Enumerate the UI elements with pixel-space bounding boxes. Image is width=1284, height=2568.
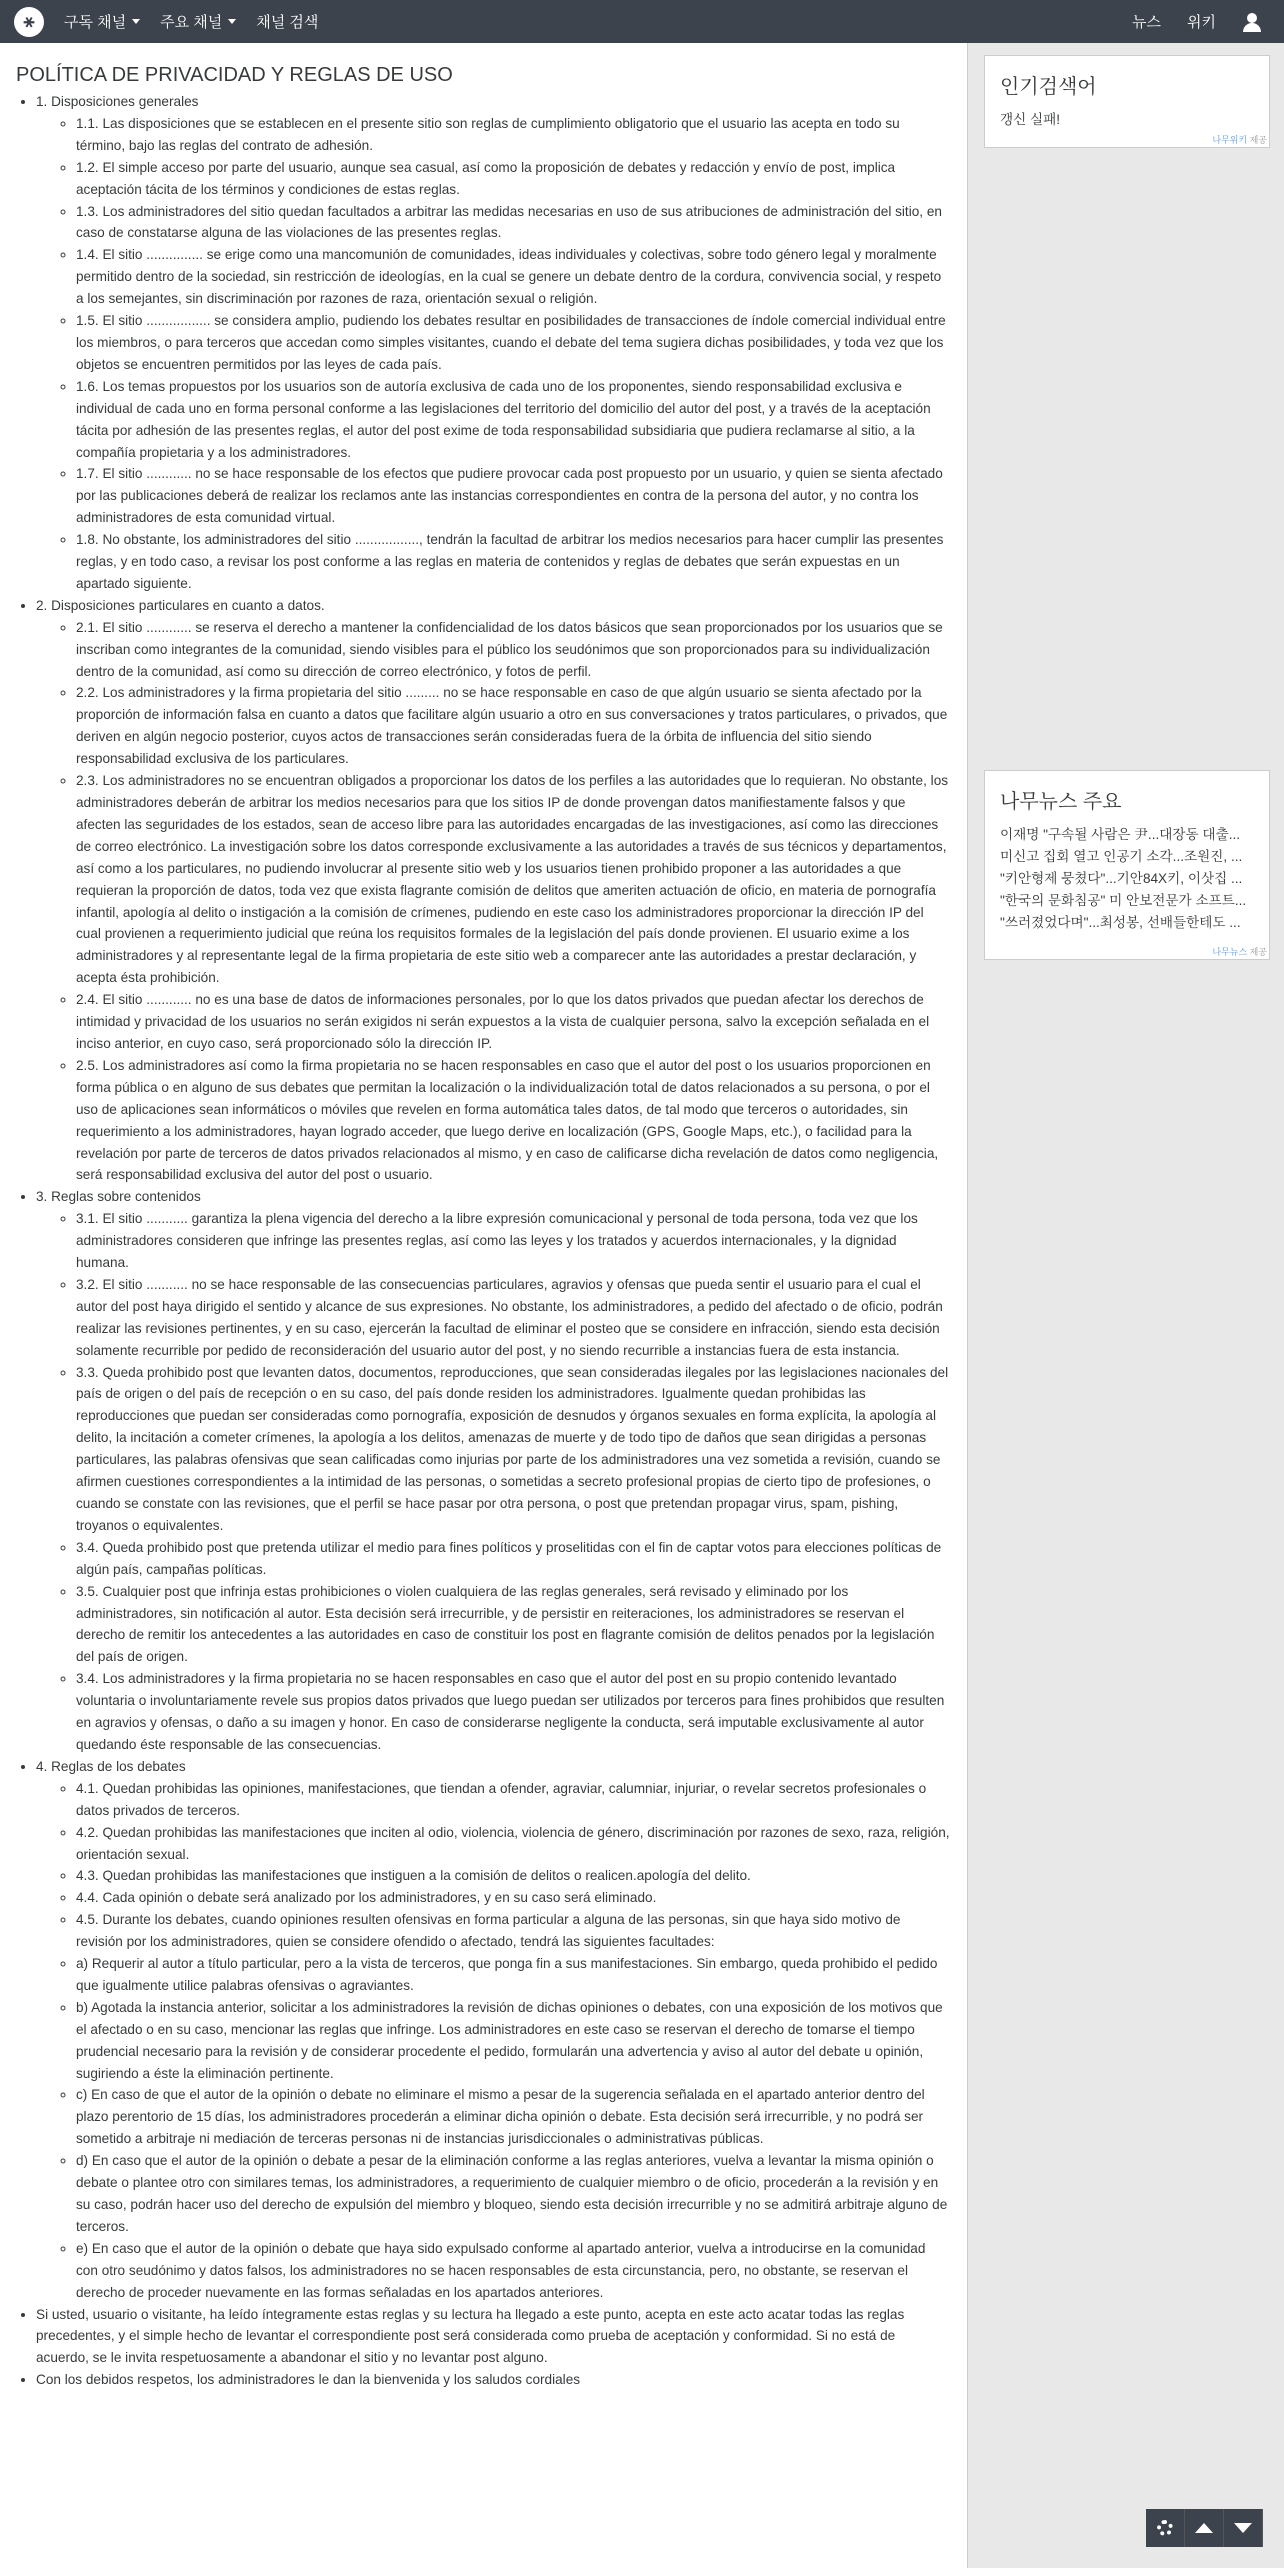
news-item[interactable]: 미신고 집회 열고 인공기 소각...조원진, ... (1000, 849, 1243, 864)
rule-item: ◦ 1.4. El sitio ............... se erige como una mancomunión de comunidades, ideas individuales y colectivas, sobre todo género legal y moralmente permitido dentro de la sociedad, sin restricción de ideologías, en la cual se genere un debate dentro de la cordura, convivencia social, y respeto a los semejantes, sin discriminación por razones de raza, orientación sexual o religión. (76, 244, 951, 310)
section-heading: 3. Reglas sobre contenidos (36, 1189, 201, 1205)
rule-item: ◦ 3.3. Queda prohibido post que levanten datos, documentos, reproducciones, que sean consideradas ilegales por las legislaciones nacionales del país de origen o del país de recepción o en su caso, del país donde residen los administradores. Igualmente quedan prohibidas las reproducciones que puedan ser consideradas como pornografía, exposición de desnudos y órganos sexuales en forma explícita, la apología al delito, la incitación a cometer crímenes, la apología a los delitos, amenazas de muerte y de todo tipo de daños que sean dirigidas a personas particulares, las palabras ofensivas que sean calificadas como injurias por parte de los administradores una vez sometida a revisión, cuando se afirmen cuestiones correspondientes a la intimidad de las personas, o sometidas a secreto profesional propias de cierto tipo de profesiones, o cuando se constate con las revisiones, que el perfil se hace pasar por otra persona, o post que pretendan propagar virus, spam, pishing, troyanos o equivalentes. (76, 1362, 951, 1537)
rule-item: ◦ 2.2. Los administradores y la firma propietaria del sitio ......... no se hace responsable en caso de que algún usuario se sienta afectado por la proporción de información falsa en cuanto a datos que facilitare algún usuario a otro en sus conversaciones y tratos particulares, o privados, que deriven en algún negocio posterior, cuyos actos de transacciones serán consideradas fuera de la órbita de influencia del sitio siendo responsabilidad exclusiva de los particulares. (76, 682, 951, 770)
rule-item: ◦ 3.4. Los administradores y la firma propietaria no se hacen responsables en caso que el autor del post en su propio contenido levantado voluntaria o involuntariamente revele sus propios datos privados que luego puedan ser utilizados por terceros para fines prohibidos que resulten en agravios y ofensas, o daño a su imagen y honor. En caso de considerarse negligente la conducta, será imputable exclusivamente al autor quedando éste responsable de las consecuencias. (76, 1668, 951, 1756)
news-provider (1212, 945, 1267, 958)
section-heading: 1. Disposiciones generales (36, 94, 199, 109)
rule-item: ◦ 1.8. No obstante, los administradores del sitio ................., tendrán la facultad de arbitrar los medios necesarios para hacer cumplir las presentes reglas, y en todo caso, a revisar los post conforme a las reglas en materia de contenidos y reglas de debates que serán expuestas en un apartado siguiente. (76, 529, 951, 595)
main-content (0, 43, 968, 2568)
section-sublist (36, 1778, 951, 2304)
section-sublist (36, 113, 951, 595)
rule-item: ◦ b) Agotada la instancia anterior, solicitar a los administradores la revisión de dichas opiniones o debates, con una exposición de los motivos que el afectado o en su caso, mencionar las reglas que infringe. Los administradores en este caso se reservan el derecho de tomarse el tiempo prudencial necesario para la revisión y de considerar procedente el pedido, formularán una advertencia y aviso al autor del debate u opinión, sugiriendo a éste la eliminación pertinente. (76, 1997, 951, 2085)
rule-item: ◦ d) En caso que el autor de la opinión o debate a pesar de la eliminación conforme a las reglas anteriores, vuelva a levantar la misma opinión o debate o plantee otro con similares temas, los administradores, a requerimiento de cualquier miembro o de oficio, procederán a la revisión y en su caso, podrán hacer uso del derecho de expulsión del miembro y bloqueo, siendo esta decisión irrecurrible y no se admitirá arbitraje alguno de terceros. (76, 2150, 951, 2238)
rule-item: ◦ 2.4. El sitio ............ no es una base de datos de informaciones personales, por lo que los datos privados que puedan afectar los derechos de intimidad y privacidad de los usuarios no serán exigidos ni serán expuestos a la vista de cualquier persona, salvo la excepción señalada en el inciso anterior, en cuyo caso, será proporcionado sólo la dirección IP. (76, 989, 951, 1055)
rule-item: ◦ 4.4. Cada opinión o debate será analizado por los administradores, y en su caso será eliminado. (76, 1887, 951, 1909)
rules-list (16, 91, 951, 2391)
scroll-up-button[interactable] (1185, 2509, 1224, 2547)
news-title: 나무뉴스 주요 (1000, 791, 1122, 813)
section-item (36, 1186, 951, 1756)
section-sublist (36, 1208, 951, 1756)
section-item (36, 595, 951, 1186)
news-box (984, 770, 1270, 960)
popular-search-provider (1212, 133, 1267, 146)
news-item[interactable]: 이재명 "구속될 사람은 尹...대장동 대출... (1000, 827, 1241, 842)
scroll-down-button[interactable] (1224, 2509, 1263, 2547)
rule-item: ◦ 1.3. Los administradores del sitio quedan facultados a arbitrar las medidas necesarias en uso de sus atribuciones de administración del sitio, en caso de constatarse alguna de las violaciones de las presentes reglas. (76, 201, 951, 245)
page-title: POLÍTICA DE PRIVACIDAD Y REGLAS DE USO (16, 64, 453, 86)
news-item[interactable]: "키안형제 뭉쳤다"...기안84X키, 이삿집 ... (1000, 871, 1243, 886)
rule-item: ◦ 2.3. Los administradores no se encuentran obligados a proporcionar los datos de los perfiles a las autoridades que lo requieran. No obstante, los administradores deberán de arbitrar los medios necesarios para que los sitios IP de donde provengan datos manifiestamente falsos y que afecten las seguridades de los estados, sean de acceso libre para las autoridades encargadas de las investigaciones, así como las direcciones de correo electrónico. La investigación sobre los datos corresponde exclusivamente a las autoridades a través de sus técnicos y departamentos, así como a los particulares, no pudiendo involucrar al presente sitio web y los usuarios tienen prohibido proponer a las autoridades a que requieran la proporción de datos, toda vez que exista flagrante comisión de delitos que ameriten actuación de oficio, en materia de pornografía infantil, apología al delito o instigación a la comisión de crímenes, pudiendo en este caso los administradores proporcionar la dirección IP del cual provienen a requerimiento judicial que reúna los requisitos formales de la legislación del país donde provienen. El usuario exime a los administradores y al representante legal de la firma propietaria de este sitio web a comparecer ante las autoridades a prestar declaración, y acepta ésta prohibición. (76, 770, 951, 989)
nav-main-channels-label: 주요 채널 (160, 14, 223, 31)
gear-icon (1157, 2520, 1173, 2536)
section-heading: 4. Reglas de los debates (36, 1758, 186, 1774)
rule-item: ◦ 4.5. Durante los debates, cuando opiniones resulten ofensivas en forma particular a alguna de las personas, sin que haya sido motivo de revisión por los administradores, quien se considere ofendido o afectado, tendrá las siguientes facultades: (76, 1909, 951, 1953)
nav-news[interactable]: 뉴스 (1132, 14, 1162, 31)
rule-item: ◦ 3.2. El sitio ........... no se hace responsable de las consecuencias particulares, agravios y ofensas que pueda sentir el usuario para el cual el autor del post haya dirigido el sentido y alcance de sus expresiones. No obstante, los administradores, a pedido del afectado o de oficio, podrán realizar las revisiones pertinentes, y en su caso, ejercerán la facultad de eliminar el posteo que se considere en infracción, siendo esta decisión solamente recurrible por pedido de reconsideración del usuario autor del post, y no siendo recurrible a instancias fuera de esta instancia. (76, 1274, 951, 1362)
logo-icon[interactable]: ⚹ (14, 7, 44, 37)
nav-subscribed-channels-label: 구독 채널 (64, 14, 127, 31)
provider-suffix: 제공 (1247, 947, 1267, 957)
nav-main-channels[interactable] (160, 11, 236, 32)
news-item[interactable]: "한국의 문화침공" 미 안보전문가 소프트... (1000, 893, 1247, 908)
nav-wiki[interactable]: 위키 (1187, 14, 1216, 31)
rule-item: ◦ 4.2. Quedan prohibidas las manifestaciones que inciten al odio, violencia, violencia de género, discriminación por razones de sexo, raza, religión, orientación sexual. (76, 1822, 951, 1866)
section-sublist (36, 617, 951, 1187)
section-item (36, 1756, 951, 2304)
rule-item: ◦ 1.1. Las disposiciones que se establecen en el presente sitio son reglas de cumplimiento obligatorio que el usuario las acepta en todo su término, bajo las reglas del contrato de adhesión. (76, 113, 951, 157)
popular-search-status: 갱신 실패! (1000, 112, 1061, 127)
rule-item: ◦ 2.5. Los administradores así como la firma propietaria no se hacen responsables en caso que el autor del post o los usuarios proporcionen en forma pública o en alguno de sus debates que permitan la localización o la individualización total de datos relacionados a su persona, o por el uso de aplicaciones sean informáticos o móviles que revelen en forma automática tales datos, de tal modo que terceros o autoridades, sin requerimiento a los administradores, hayan logrado acceder, que luego derive en localización (GPS, Google Maps, etc.), o facilidad para la revelación por parte de terceros de datos privados relacionados al mismo, y en caso de calificarse dicha revelación de datos como negligencia, será responsabilidad exclusiva del autor del post o usuario. (76, 1055, 951, 1186)
settings-button[interactable] (1146, 2509, 1185, 2547)
rule-item: ◦ 3.4. Queda prohibido post que pretenda utilizar el medio para fines políticos y proselitidas con el fin de captar votos para elecciones políticas de algún país, campañas políticas. (76, 1537, 951, 1581)
closing-item: • Si usted, usuario o visitante, ha leído íntegramente estas reglas y su lectura ha llegado a este punto, acepta en este acto acatar todas las reglas precedentes, y el simple hecho de levantar el correspondiente post será considerada como prueba de aceptación y conformidad. Si no está de acuerdo, se le invita respetuosamente a abandonar el sitio y no levantar post alguno. (36, 2304, 951, 2370)
arrow-up-icon (1195, 2523, 1213, 2533)
rule-item: ◦ 4.1. Quedan prohibidas las opiniones, manifestaciones, que tiendan a ofender, agraviar, calumniar, injuriar, o revelar secretos profesionales o datos privados de terceros. (76, 1778, 951, 1822)
nav-channel-search[interactable]: 채널 검색 (256, 14, 319, 31)
caret-down-icon (132, 19, 140, 24)
arrow-down-icon (1234, 2523, 1252, 2533)
caret-down-icon (228, 19, 236, 24)
rule-item: ◦ 1.6. Los temas propuestos por los usuarios son de autoría exclusiva de cada uno de los proponentes, siendo responsabilidad exclusiva e individual de cada uno en forma personal conforme a las legislaciones del territorio del domicilio del autor del post, y a través de la aceptación tácita por adhesión de las presentes reglas, el autor del post exime de toda responsabilidad subsidiaria que pudiera reclamarse al sitio, a la compañía propietaria y a los administradores. (76, 376, 951, 464)
rule-item: ◦ 4.3. Quedan prohibidas las manifestaciones que instiguen a la comisión de delitos o realicen.apología del delito. (76, 1865, 951, 1887)
closing-item: • Con los debidos respetos, los administradores le dan la bienvenida y los saludos cordiales (36, 2369, 951, 2391)
nav-right (1132, 0, 1284, 43)
rule-item: ◦ 3.1. El sitio ........... garantiza la plena vigencia del derecho a la libre expresión comunicacional y personal de toda persona, toda vez que los administradores consideren que infringe las presentes reglas, así como las leyes y los tratados y acuerdos internacionales, y la dignidad humana. (76, 1208, 951, 1274)
rule-item: ◦ e) En caso que el autor de la opinión o debate que haya sido expulsado conforme al apartado anterior, vuelva a introducirse en la comunidad con otro seudónimo y datos falsos, los administradores no se hacen responsables de esta circunstancia, pero, no obstante, se reservan el derecho de proceder nuevamente en las formas señaladas en los apartados anteriores. (76, 2238, 951, 2304)
rule-item: ◦ 2.1. El sitio ............ se reserva el derecho a mantener la confidencialidad de los datos básicos que sean proporcionados por los usuarios que se inscriban como integrantes de la comunidad, siendo visibles para el público los seudónimos que son proporcionados para su individualización dentro de la comunidad, así como su dirección de correo electrónico, y fotos de perfil. (76, 617, 951, 683)
floating-toolbar (1146, 2509, 1263, 2547)
section-heading: 2. Disposiciones particulares en cuanto a datos. (36, 597, 325, 613)
rule-item: ◦ 1.2. El simple acceso por parte del usuario, aunque sea casual, así como la proposición de debates y redacción y envío de post, implica aceptación tácita de los términos y condiciones de estas reglas. (76, 157, 951, 201)
popular-search-title: 인기검색어 (1000, 76, 1097, 98)
popular-search-box (984, 55, 1270, 148)
news-item[interactable]: "쓰러졌었다며"...최성봉, 선배들한테도 ... (1000, 915, 1241, 930)
section-item (36, 91, 951, 595)
rule-item: ◦ 1.5. El sitio ................. se considera amplio, pudiendo los debates resultar en posibilidades de transacciones de índole comercial individual entre los miembros, o para terceros que accedan como simples visitantes, cuando el debate del tema sugiera dichas posibilidades, y toda vez que los objetos se encuentren permitidos por las leyes de cada país. (76, 310, 951, 376)
provider-link[interactable]: 나무뉴스 (1212, 947, 1248, 957)
provider-suffix: 제공 (1247, 135, 1267, 145)
rule-item: ◦ a) Requerir al autor a título particular, pero a la vista de terceros, que ponga fin a sus manifestaciones. Sin embargo, queda prohibido el pedido que igualmente utilice palabras ofensivas o agraviantes. (76, 1953, 951, 1997)
rule-item: ◦ 1.7. El sitio ............ no se hace responsable de los efectos que pudiere provocar cada post propuesto por un usuario, y quien se sienta afectado por las publicaciones deberá de realizar los reclamos ante las instancias correspondientes en contra de la persona del autor, y no contra los administradores de esta comunidad virtual. (76, 463, 951, 529)
provider-link[interactable]: 나무위키 (1212, 135, 1248, 145)
nav-subscribed-channels[interactable] (64, 11, 140, 32)
user-icon[interactable] (1242, 12, 1262, 32)
rule-item: ◦ 3.5. Cualquier post que infrinja estas prohibiciones o violen cualquiera de las reglas generales, será revisado y eliminado por los administradores, sin notificación al autor. Esta decisión será irrecurrible, y de persistir en reiteraciones, los administradores se reservan el derecho de remitir los antecedentes a las autoridades en caso de constituir los post en flagrante comisión de delitos penados por la legislación del país de origen. (76, 1581, 951, 1669)
top-navbar (0, 0, 1284, 43)
article (0, 43, 967, 2391)
rule-item: ◦ c) En caso de que el autor de la opinión o debate no eliminare el mismo a pesar de la sugerencia señalada en el apartado anterior dentro del plazo perentorio de 15 días, los administradores procederán a eliminar dicha opinión o debate. Esta decisión será irrecurrible, y no podrá ser sometido a arbitraje ni mediación de terceras personas ni de instancias jurisdiccionales o administrativas públicas. (76, 2084, 951, 2150)
